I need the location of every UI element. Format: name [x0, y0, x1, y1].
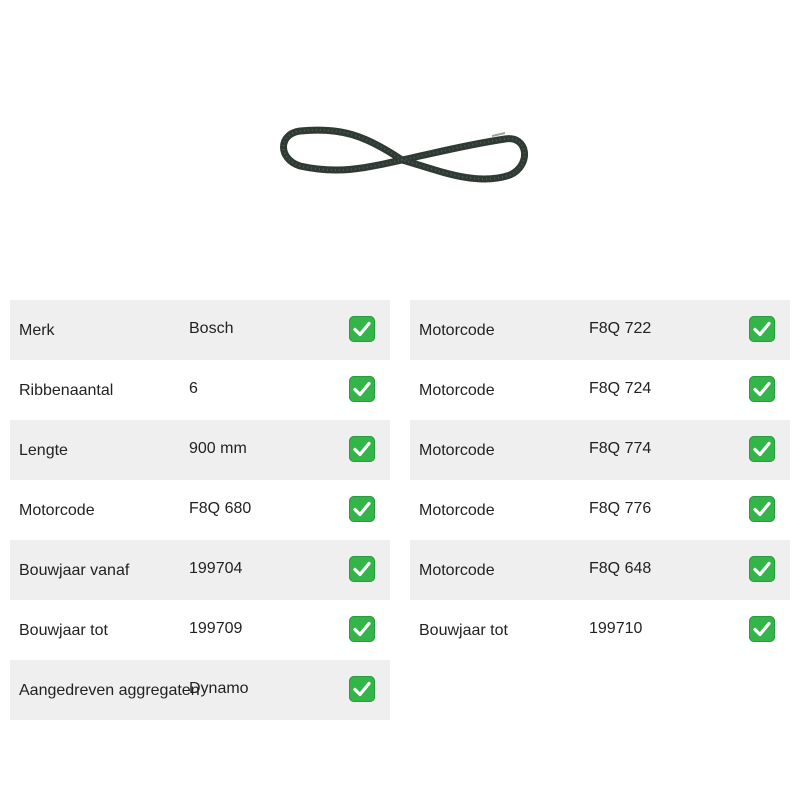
- spec-value: F8Q 648: [589, 560, 652, 577]
- spec-row-driven-unit: [10, 660, 390, 720]
- spec-value: 199704: [189, 560, 243, 577]
- spec-row-year-to: [10, 600, 390, 660]
- spec-row-engine-code: [10, 480, 390, 540]
- spec-value: Dynamo: [189, 680, 249, 697]
- spec-label: Motorcode: [419, 442, 495, 459]
- spec-label: Bouwjaar tot: [419, 622, 508, 639]
- spec-value: 199710: [589, 620, 643, 637]
- check-mark-icon: [749, 376, 775, 402]
- check-mark-icon: [749, 556, 775, 582]
- check-mark-icon: [349, 676, 375, 702]
- spec-value: F8Q 724: [589, 380, 652, 397]
- spec-row-length: [10, 420, 390, 480]
- check-mark-icon: [749, 436, 775, 462]
- spec-label: Merk: [19, 322, 55, 339]
- spec-row-engine-code: [410, 300, 790, 360]
- spec-label: Ribbenaantal: [19, 382, 114, 399]
- spec-value: F8Q 680: [189, 500, 252, 517]
- spec-row-engine-code: [410, 480, 790, 540]
- spec-value: F8Q 722: [589, 320, 652, 337]
- spec-value: 199709: [189, 620, 243, 637]
- spec-label: Lengte: [19, 442, 68, 459]
- spec-label: Motorcode: [19, 502, 95, 519]
- check-mark-icon: [349, 496, 375, 522]
- check-mark-icon: [749, 496, 775, 522]
- spec-row-engine-code: [410, 540, 790, 600]
- check-mark-icon: [349, 436, 375, 462]
- spec-value: Bosch: [189, 320, 234, 337]
- spec-label: Motorcode: [419, 562, 495, 579]
- spec-value: 6: [189, 380, 198, 397]
- check-mark-icon: [749, 616, 775, 642]
- belt-product-image: [270, 115, 535, 195]
- spec-row-brand: [10, 300, 390, 360]
- spec-label: Motorcode: [419, 322, 495, 339]
- spec-value: 900 mm: [189, 440, 247, 457]
- check-mark-icon: [349, 376, 375, 402]
- check-mark-icon: [749, 316, 775, 342]
- spec-value: F8Q 774: [589, 440, 652, 457]
- spec-label: Bouwjaar vanaf: [19, 562, 130, 579]
- spec-table-right: [410, 300, 790, 660]
- check-mark-icon: [349, 556, 375, 582]
- spec-label: Bouwjaar tot: [19, 622, 108, 639]
- spec-row-ribs: [10, 360, 390, 420]
- spec-label: Motorcode: [419, 502, 495, 519]
- spec-row-engine-code: [410, 360, 790, 420]
- spec-label: Motorcode: [419, 382, 495, 399]
- spec-row-year-from: [10, 540, 390, 600]
- spec-value: F8Q 776: [589, 500, 652, 517]
- check-mark-icon: [349, 616, 375, 642]
- spec-row-year-to: [410, 600, 790, 660]
- spec-row-engine-code: [410, 420, 790, 480]
- spec-table-left: [10, 300, 390, 720]
- spec-label: Aangedreven aggregaten: [19, 682, 200, 699]
- check-mark-icon: [349, 316, 375, 342]
